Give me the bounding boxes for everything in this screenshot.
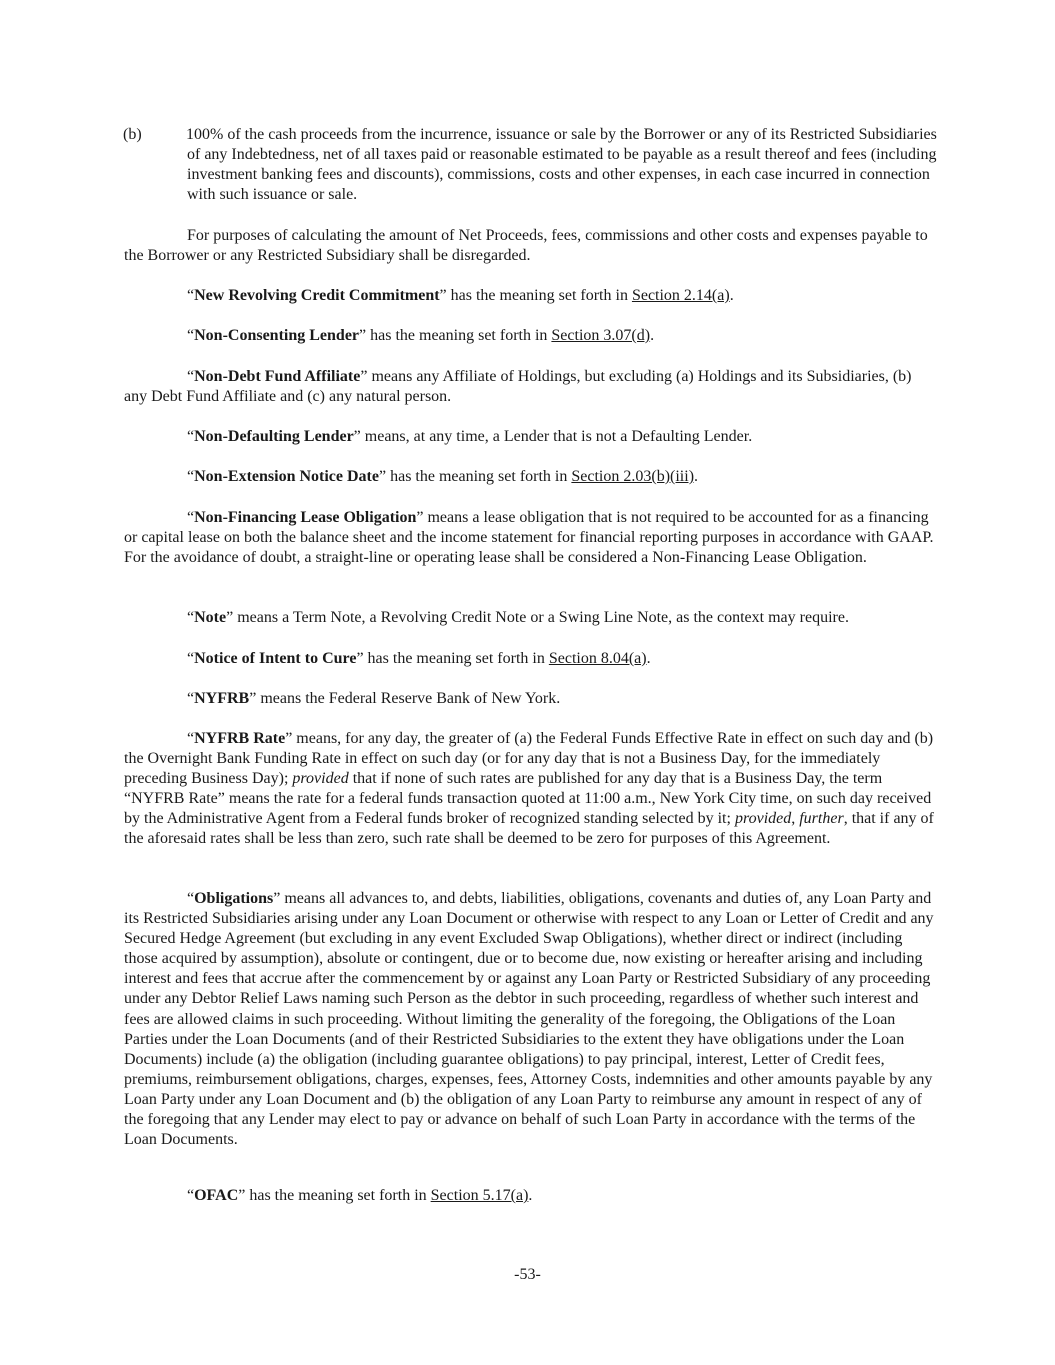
- italic-term: provided: [292, 770, 349, 788]
- page-number: -53-: [514, 1266, 541, 1283]
- section-reference: Section 5.17(a): [430, 1187, 529, 1204]
- definition-text: ” has the meaning set forth in: [378, 468, 572, 485]
- defined-term: NYFRB: [194, 690, 250, 707]
- definition-notice-of-intent-to-cure: “Notice of Intent to Cure” has the meaning set forth in Section 8.04(a).: [187, 650, 651, 667]
- section-reference: Section 3.07(d): [551, 327, 651, 344]
- definition-non-defaulting-lender: “Non-Defaulting Lender” means, at any time, a Lender that is not a Defaulting Lender.: [187, 428, 753, 445]
- definition-non-consenting-lender: “Non-Consenting Lender” has the meaning set forth in Section 3.07(d).: [187, 327, 655, 344]
- defined-term: Non-Debt Fund Affiliate: [194, 368, 361, 385]
- definition-text: , that if any of the aforesaid rates shall be less than zero, such rate shall be deemed to be zero for purposes of this Agreement.: [124, 810, 934, 848]
- definition-text: ” means a lease obligation that is not required to be accounted for as a financing or capital lease on both the balance sheet and the income statement for financial reporting purposes in accordance with GAAP. For the avoidance of doubt, a straight-line or operating lease shall be considered a Non-Financing Lease Obligation.: [124, 509, 934, 567]
- paragraph-purposes: For purposes of calculating the amount of Net Proceeds, fees, commissions and other costs and expenses payable to the Borrower or any Restricted Subsidiary shall be disregarded.: [124, 227, 928, 265]
- definition-nyfrb-rate: “NYFRB Rate” means, for any day, the greater of (a) the Federal Funds Effective Rate in effect on such day and (b) the Overnight Bank Funding Rate in effect on such day (or for any day that is not a Business Day, for the immediately preceding Business Day); provided that if none of such rates are published for any day that is a Business Day, the term “NYFRB Rate” means the rate for a federal funds transaction quoted at 11:00 a.m., New York City time, on such day received by the Administrative Agent from a Federal funds broker of recognized standing selected by it; provided, further, that if any of the aforesaid rates shall be less than zero, such rate shall be deemed to be zero for purposes of this Agreement.: [124, 730, 934, 848]
- definition-text: ,: [791, 810, 800, 828]
- definition-obligations: “Obligations” means all advances to, and debts, liabilities, obligations, covenants and duties of, any Loan Party and its Restricted Subsidiaries arising under any Loan Document or otherwise with respect to any Loan or Letter of Credit and any Secured Hedge Agreement (but excluding in any event Excluded Swap Obligations), whether direct or indirect (including those acquired by assumption), absolute or contingent, due or to become due, now existing or hereafter arising and including interest and fees that accrue after the commencement by or against any Loan Party or Restricted Subsidiary of any proceeding under any Debtor Relief Laws naming such Person as the debtor in such proceeding, regardless of whether such interest and fees are allowed claims in such proceeding. Without limiting the generality of the foregoing, the Obligations of the Loan Parties under the Loan Documents (and of their Restricted Subsidiaries to the extent they have obligations under the Loan Documents) include (a) the obligation (including guarantee obligations) to pay principal, interest, Letter of Credit fees, premiums, reimbursement obligations, charges, expenses, fees, Attorney Costs, indemnities and other amounts payable by any Loan Party under any Loan Document and (b) the obligation of any Loan Party to reimburse any amount in respect of any of the foregoing that any Lender may elect to pay or advance on behalf of such Loan Party in accordance with the terms of the Loan Documents.: [124, 890, 934, 1149]
- defined-term: Notice of Intent to Cure: [194, 650, 357, 667]
- defined-term: Obligations: [194, 890, 274, 907]
- definition-non-financing-lease-obligation: “Non-Financing Lease Obligation” means a lease obligation that is not required to be accounted for as a financing or capital lease on both the balance sheet and the income statement for financial reporting purposes in accordance with GAAP. For the avoidance of doubt, a straight-line or operating lease shall be considered a Non-Financing Lease Obligation.: [124, 509, 934, 567]
- definition-nyfrb: “NYFRB” means the Federal Reserve Bank of New York.: [187, 690, 561, 707]
- clause-b-label: (b): [123, 126, 142, 143]
- definition-text: .: [650, 327, 655, 344]
- section-reference: Section 2.14(a): [631, 287, 730, 304]
- defined-term: NYFRB Rate: [194, 730, 286, 747]
- definition-text: .: [528, 1187, 533, 1204]
- defined-term: Non-Financing Lease Obligation: [194, 509, 417, 526]
- italic-term: further: [799, 810, 844, 828]
- defined-term: Non-Consenting Lender: [194, 327, 360, 344]
- definition-text: .: [729, 287, 734, 304]
- definition-text: ” has the meaning set forth in: [356, 650, 549, 667]
- definition-text: that if none of such rates are published for any day that is a Business Day, the term “NYFRB Rate” means the rate for a federal funds transaction quoted at 11:00 a.m., New York City time, on such day received by the Administrative Agent from a Federal funds broker of recognized standing selected by it;: [124, 770, 932, 828]
- defined-term: OFAC: [194, 1187, 239, 1204]
- definition-text: ” means a Term Note, a Revolving Credit Note or a Swing Line Note, as the context may require.: [226, 609, 849, 626]
- clause-b: [123, 125, 938, 205]
- definition-non-debt-fund-affiliate: “Non-Debt Fund Affiliate” means any Affiliate of Holdings, but excluding (a) Holdings and its Subsidiaries, (b) any Debt Fund Affiliate and (c) any natural person.: [124, 368, 912, 406]
- definition-text: ” means, for any day, the greater of (a) the Federal Funds Effective Rate in effect on such day and (b) the Overnight Bank Funding Rate in effect on such day (or for any day that is not a Business Day, for the immediately preceding Business Day);: [124, 730, 934, 788]
- definition-text: ” has the meaning set forth in: [359, 327, 552, 344]
- section-reference: Section 2.03(b)(iii): [571, 468, 695, 485]
- definition-ofac: “OFAC” has the meaning set forth in Section 5.17(a).: [187, 1187, 533, 1204]
- definition-text: ” means the Federal Reserve Bank of New York.: [249, 690, 561, 707]
- definition-non-extension-notice-date: “Non-Extension Notice Date” has the meaning set forth in Section 2.03(b)(iii).: [187, 468, 699, 485]
- clause-b-text: 100% of the cash proceeds from the incurrence, issuance or sale by the Borrower or any of its Restricted Subsidiaries of any Indebtedness, net of all taxes paid or reasonable estimated to be payable as a result thereof and fees (including investment banking fees and discounts), commissions, costs and other expenses, in each case incurred in connection with such issuance or sale.: [186, 126, 937, 204]
- definition-text: ” has the meaning set forth in: [439, 287, 632, 304]
- section-reference: Section 8.04(a): [548, 650, 647, 667]
- definition-text: .: [646, 650, 651, 667]
- definition-note: “Note” means a Term Note, a Revolving Credit Note or a Swing Line Note, as the context may require.: [187, 609, 849, 626]
- defined-term: Non-Extension Notice Date: [194, 468, 379, 485]
- definition-text: .: [694, 468, 699, 485]
- definition-new-revolving-credit-commitment: “New Revolving Credit Commitment” has the meaning set forth in Section 2.14(a).: [187, 287, 734, 304]
- italic-term: provided: [734, 810, 792, 828]
- definition-text: ” means, at any time, a Lender that is not a Defaulting Lender.: [353, 428, 753, 445]
- definition-text: ” means all advances to, and debts, liabilities, obligations, covenants and duties of, any Loan Party and its Restricted Subsidiaries arising under any Loan Document or otherwise with respect to any Loan or Letter of Credit and any Secured Hedge Agreement (but excluding in any event Excluded Swap Obligations), whether direct or indirect (including those acquired by assumption), absolute or contingent, due or to become due, now existing or hereafter arising and including interest and fees that accrue after the commencement by or against any Loan Party or Restricted Subsidiary of any proceeding under any Debtor Relief Laws naming such Person as the debtor in such proceeding, regardless of whether such interest and fees are allowed claims in such proceeding. Without limiting the generality of the foregoing, the Obligations of the Loan Parties under the Loan Documents (and of their Restricted Subsidiaries to the extent they have obligations under the Loan Documents) include (a) the obligation (including guarantee obligations) to pay principal, interest, Letter of Credit fees, premiums, reimbursement obligations, charges, expenses, fees, Attorney Costs, indemnities and other amounts payable by any Loan Party under any Loan Document and (b) the obligation of any Loan Party to reimburse any amount in respect of any of the foregoing that any Lender may elect to pay or advance on behalf of such Loan Party in accordance with the terms of the Loan Documents.: [124, 890, 934, 1149]
- defined-term: Non-Defaulting Lender: [194, 428, 354, 445]
- definition-text: ” has the meaning set forth in: [238, 1187, 431, 1204]
- defined-term: Note: [194, 609, 227, 626]
- definition-text: ” means any Affiliate of Holdings, but excluding (a) Holdings and its Subsidiaries, (b) any Debt Fund Affiliate and (c) any natural person.: [124, 368, 912, 406]
- defined-term: New Revolving Credit Commitment: [194, 287, 440, 304]
